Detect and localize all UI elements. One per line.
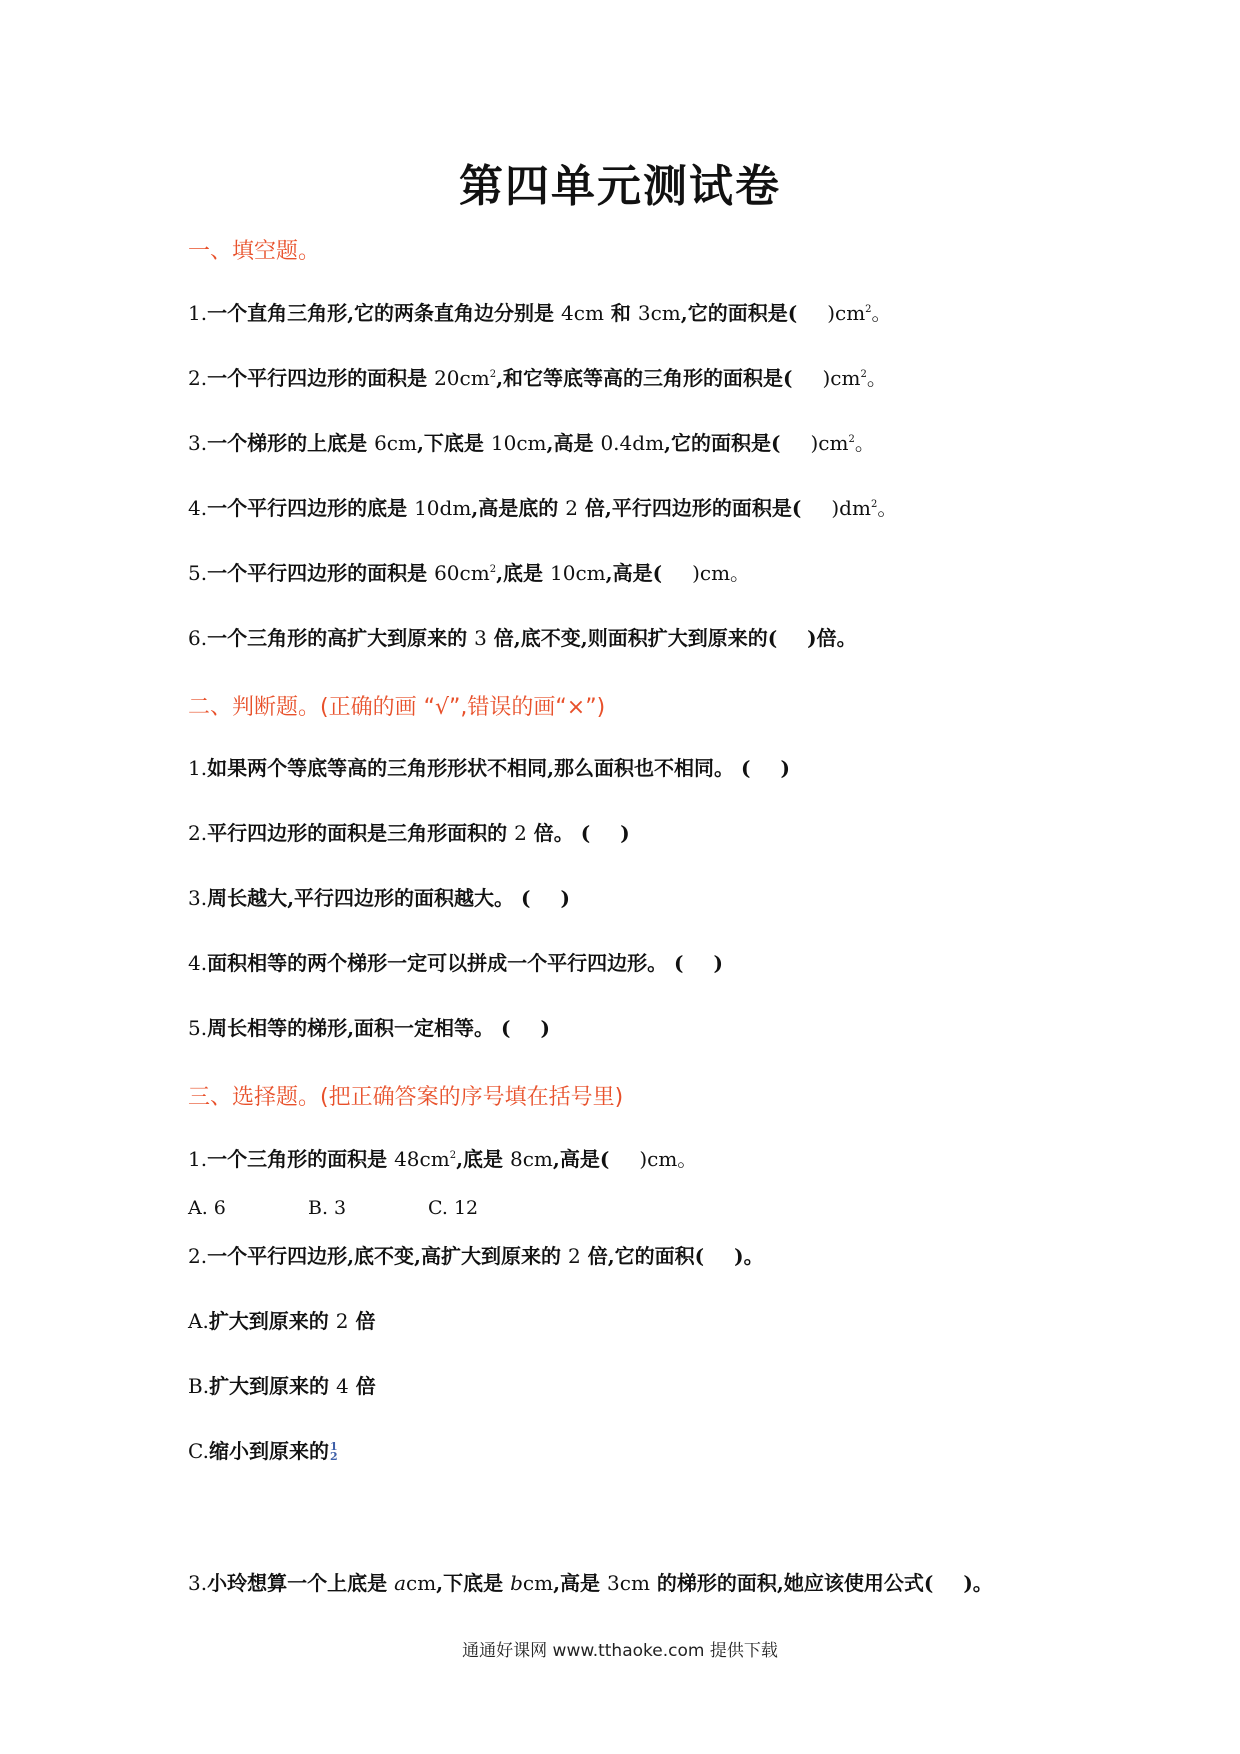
- section-heading-true-false: 二、判断题。(正确的画 “√”,错误的画“×”): [188, 695, 606, 720]
- tf-question-4: 4.面积相等的两个梯形一定可以拼成一个平行四边形。 ( ): [188, 951, 723, 975]
- tf-question-1: 1.如果两个等底等高的三角形形状不相同,那么面积也不相同。 ( ): [188, 756, 790, 780]
- fill-question-4: 4.一个平行四边形的底是 10dm,高是底的 2 倍,平行四边形的面积是( )$dm^2$。: [188, 496, 898, 520]
- mc-q2-option-c: C.缩小到原来的 1 2: [188, 1439, 338, 1463]
- section-heading-multiple-choice: 三、选择题。(把正确答案的序号填在括号里): [188, 1085, 624, 1110]
- mc-q2-option-b: B.扩大到原来的 4 倍: [188, 1374, 376, 1398]
- page-title: 第四单元测试卷: [459, 161, 781, 212]
- tf-question-5: 5.周长相等的梯形,面积一定相等。 ( ): [188, 1016, 550, 1040]
- mc-q1-option-a: A. 6: [188, 1197, 226, 1219]
- mc-q2-option-a: A.扩大到原来的 2 倍: [188, 1309, 376, 1333]
- fill-question-5: 5.一个平行四边形的面积是 $60cm^2$,底是 10cm,高是( )cm。: [188, 561, 751, 585]
- mc-q1-option-b: B. 3: [308, 1197, 347, 1219]
- mc-q1-option-c: C. 12: [428, 1197, 479, 1219]
- mc-question-1: 1.一个三角形的面积是 $48cm^2$,底是 8cm,高是( )cm。: [188, 1147, 698, 1171]
- footer-source: 通通好课网 www.tthaoke.com 提供下载: [462, 1641, 778, 1661]
- tf-question-2: 2.平行四边形的面积是三角形面积的 2 倍。 ( ): [188, 821, 630, 845]
- fill-question-2: 2.一个平行四边形的面积是 $20cm^2$,和它等底等高的三角形的面积是( )$cm^2$。: [188, 366, 887, 390]
- mc-question-2: 2.一个平行四边形,底不变,高扩大到原来的 2 倍,它的面积( )。: [188, 1244, 764, 1268]
- fill-question-3: 3.一个梯形的上底是 6cm,下底是 10cm,高是 0.4dm,它的面积是( )$cm^2$。: [188, 431, 875, 455]
- fill-question-6: 6.一个三角形的高扩大到原来的 3 倍,底不变,则面积扩大到原来的( )倍。: [188, 626, 857, 650]
- section-heading-fill-in: 一、填空题。: [188, 239, 321, 264]
- fraction-one-half: 1 2: [329, 1439, 338, 1463]
- mc-question-3: 3.小玲想算一个上底是 acm,下底是 bcm,高是 3cm 的梯形的面积,她应该使用公式( )。: [188, 1571, 993, 1595]
- fill-question-1: 1.一个直角三角形,它的两条直角边分别是 4cm 和 3cm,它的面积是( )$cm^2$。: [188, 301, 892, 325]
- tf-question-3: 3.周长越大,平行四边形的面积越大。 ( ): [188, 886, 570, 910]
